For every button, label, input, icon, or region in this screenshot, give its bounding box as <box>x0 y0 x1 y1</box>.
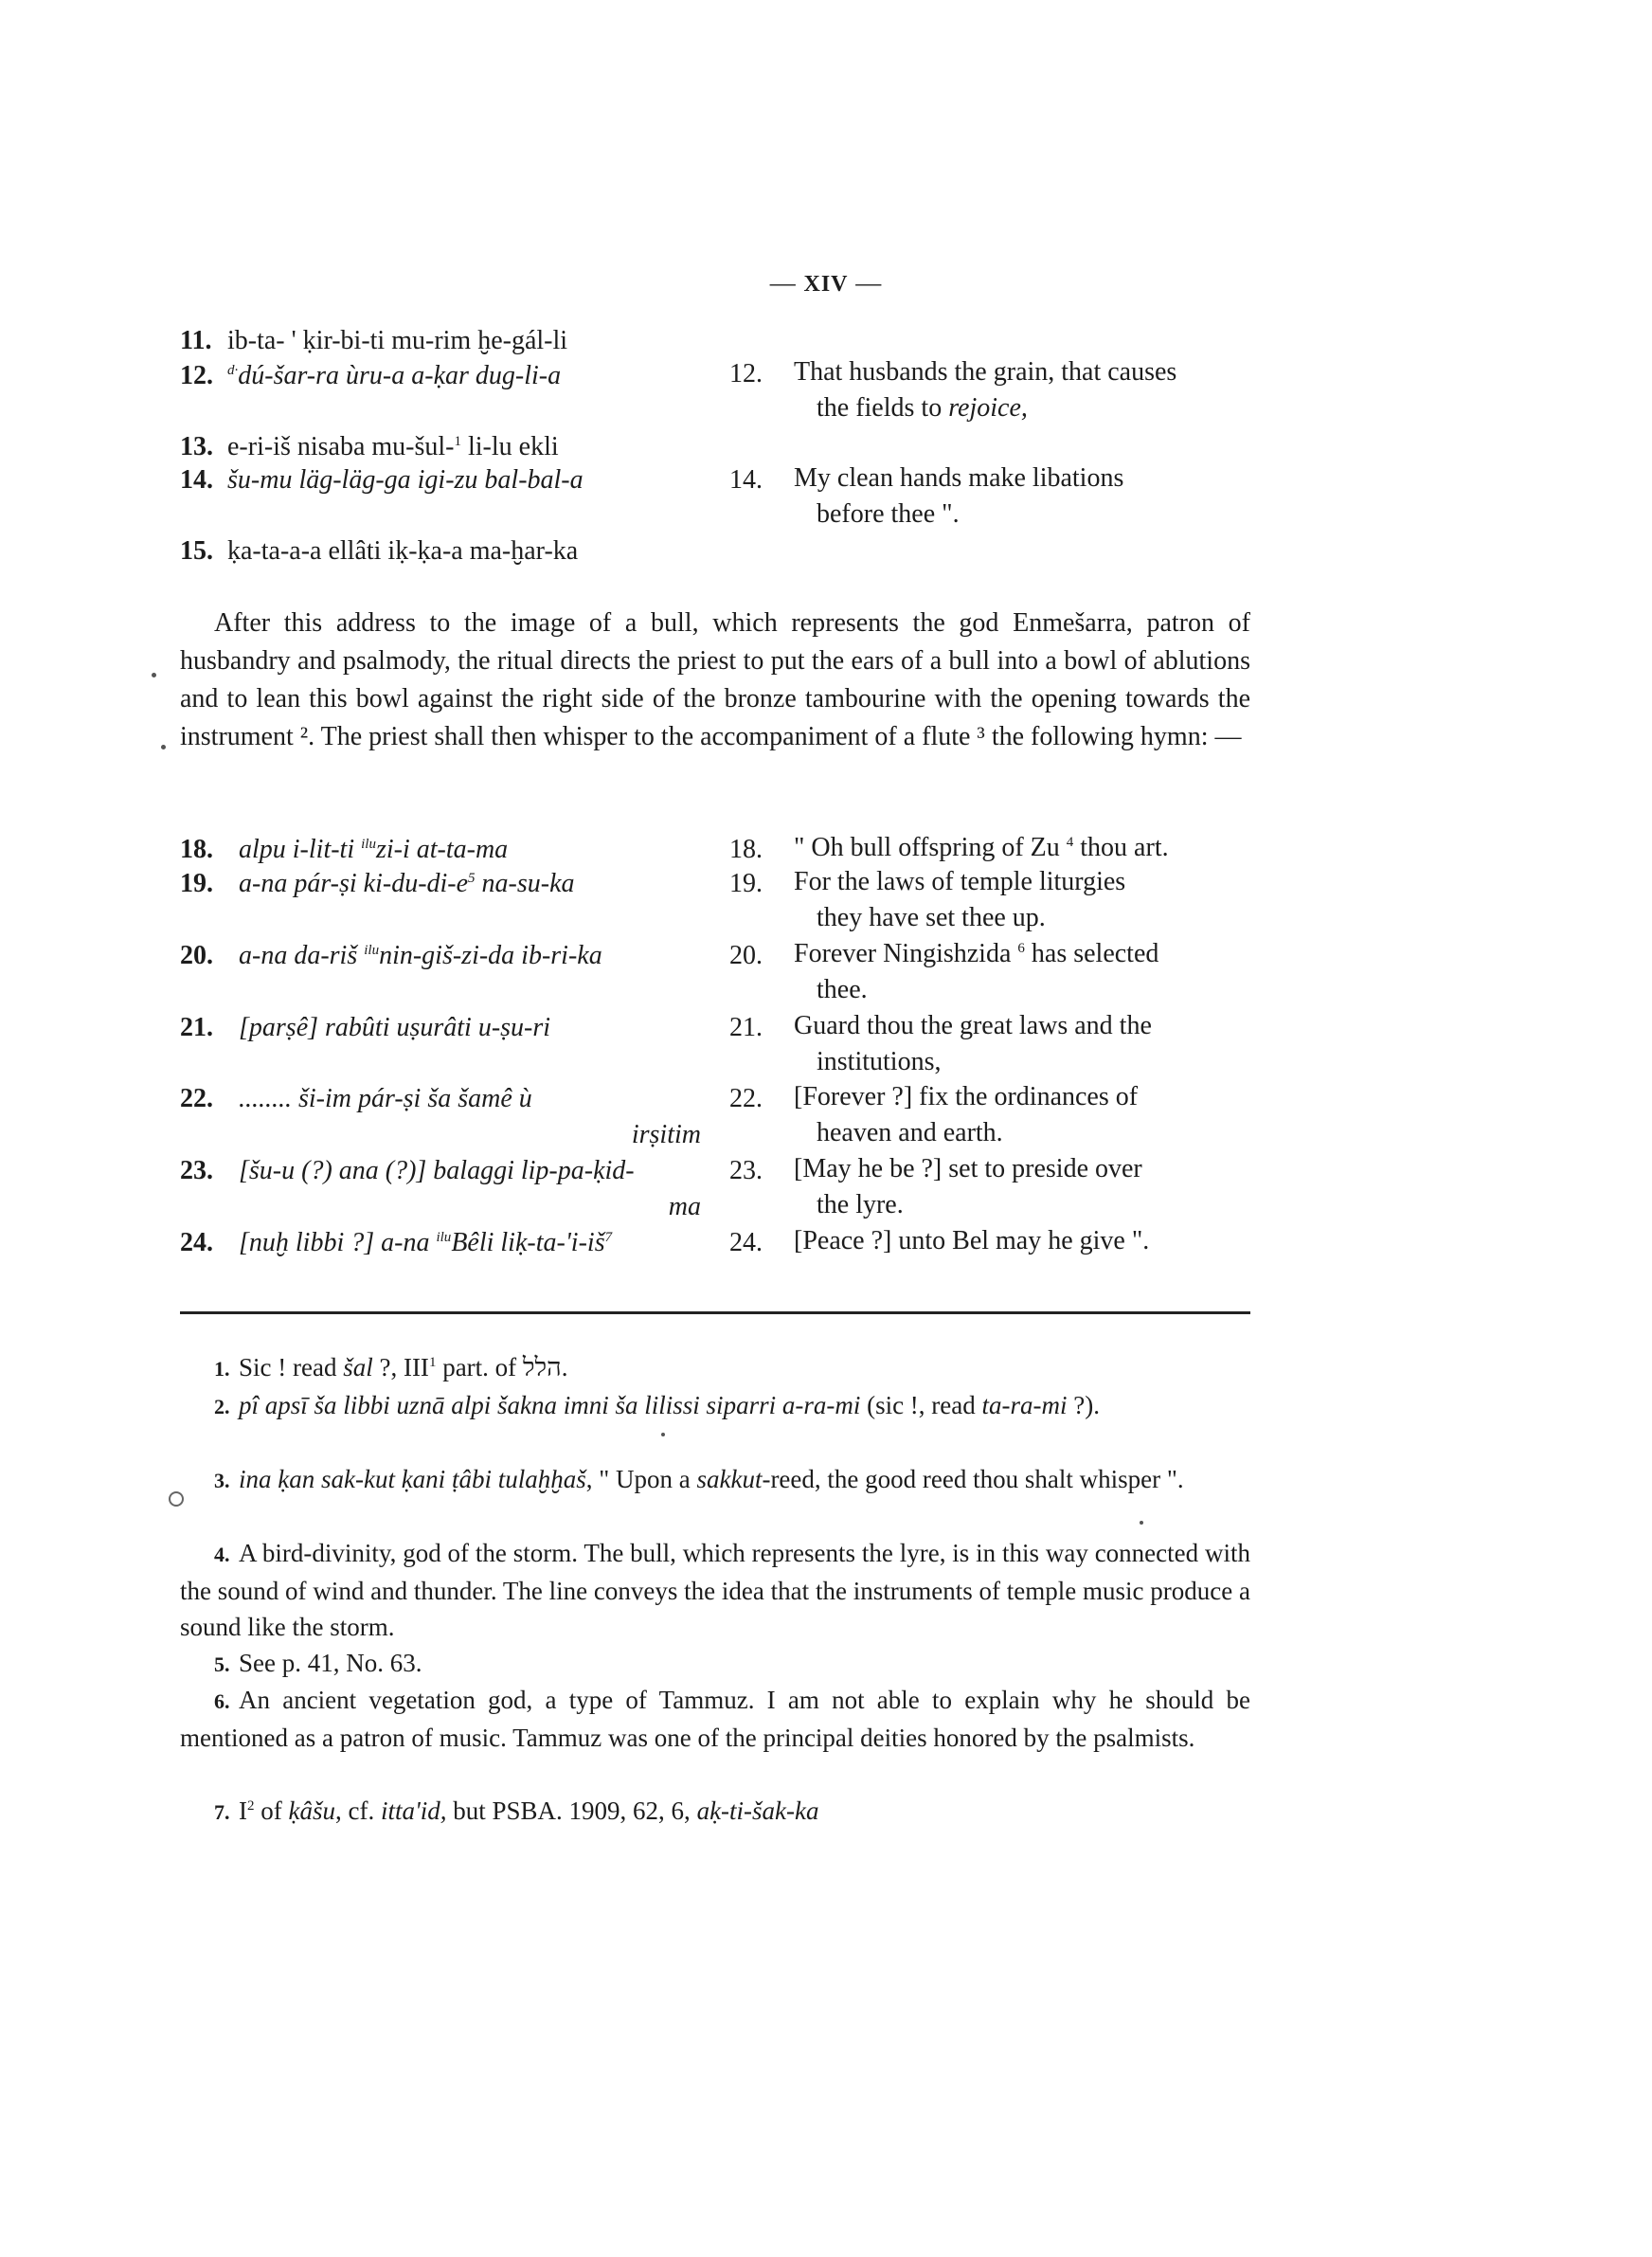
footnote-rule <box>180 1311 1250 1314</box>
translation-line: [May he be ?] set to preside over the lyre. <box>794 1154 1142 1219</box>
scan-mark <box>169 1491 184 1507</box>
transliteration-line-cont: ma <box>668 1192 701 1221</box>
transliteration-line: ........ ši-im pár-ṣi ša šamê ù <box>239 1084 532 1113</box>
line-number: 11. <box>180 326 212 355</box>
transliteration-line: [šu-u (?) ana (?)] balaggi lip-pa-ḳid- <box>239 1156 635 1185</box>
line-number: 24. <box>180 1228 213 1257</box>
line-number: 12. <box>180 361 213 390</box>
footnote: 4. A bird-divinity, god of the storm. The bull, which represents the lyre, is in this way connected with the sound of wind and thunder. The line conveys the idea that the instruments of temple music produce a sound like the storm. <box>180 1539 1250 1641</box>
line-number: 24. <box>729 1228 763 1257</box>
line-number: 21. <box>180 1013 213 1042</box>
line-number: 19. <box>729 869 763 898</box>
speck <box>661 1433 665 1436</box>
line-number: 22. <box>729 1084 763 1113</box>
translation-line: Forever Ningishzida $^6$ has selected thee. <box>794 939 1159 1004</box>
translation-line: My clean hands make libations before thee ". <box>794 463 1124 529</box>
transliteration-line: [nuḫ libbi ?] a-na $^{ilu}$Bêli liḳ-$ta-'i-iš^7$ <box>239 1228 613 1257</box>
transliteration-line: [parṣê] rabûti uṣurâti u-ṣu-ri <box>239 1013 551 1042</box>
transliteration-line: ib-ta- ' ḳir-bi-ti mu-rim ḫe-gál-li <box>227 326 568 355</box>
transliteration-line: šu-mu läg-läg-ga igi-zu bal-bal-a <box>227 465 584 495</box>
footnote: 6. An ancient vegetation god, a type of Tammuz. I am not able to explain why he should be mentioned as a patron of music. Tammuz was one of the principal deities honored by the psalmists. <box>180 1686 1250 1752</box>
line-number: 20. <box>180 941 213 970</box>
footnote: 7. $I^2$ of ḳâšu, cf. itta'id, but PSBA. 1909, 62, 6, aḳ-ti-šak-ka <box>214 1797 819 1825</box>
line-number: 15. <box>180 536 213 566</box>
line-number: 19. <box>180 869 213 898</box>
page-number: — XIV — <box>769 268 883 297</box>
line-number: 14. <box>729 465 763 495</box>
transliteration-line: ḳa-ta-a-a ellâti iḳ-ḳa-a ma-ḫar-ka <box>227 536 579 566</box>
line-number: 23. <box>729 1156 763 1185</box>
footnote: 3. ina ḳan sak-kut ḳani ṭâbi tulaḫḫaš, " Upon a sakkut-reed, the good reed thou shalt whisper ". <box>214 1465 1184 1493</box>
transliteration-line: alpu i-lit-ti $^{ilu}$zi-i at-ta-ma <box>239 835 509 864</box>
line-number: 21. <box>729 1013 763 1042</box>
line-number: 12. <box>729 359 763 388</box>
translation-line: [Forever ?] fix the ordinances of heaven and earth. <box>794 1082 1139 1147</box>
line-number: 22. <box>180 1084 213 1113</box>
transliteration-line: a-na da-riš $^{ilu}$nin-giš-zi-da ib-ri-ka <box>239 941 602 970</box>
translation-line: " Oh bull offspring of Zu $^4$ thou art. <box>794 833 1169 862</box>
translation-line: For the laws of temple liturgies they have set thee up. <box>794 867 1126 932</box>
translation-line: That husbands the grain, that causes the fields to rejoice, <box>794 357 1177 423</box>
line-number: 18. <box>180 835 213 864</box>
line-number: 14. <box>180 465 213 495</box>
speck <box>152 673 156 677</box>
line-number: 18. <box>729 835 763 864</box>
line-number: 23. <box>180 1156 213 1185</box>
footnote: 2. pî apsī ša libbi uznā alpi šakna imni ša lilissi siparri a-ra-mi (sic !, read ta-ra-mi ?). <box>214 1391 1100 1419</box>
translation-line: [Peace ?] unto Bel may he give ". <box>794 1226 1150 1255</box>
footnote: 5. See p. 41, No. 63. <box>214 1649 422 1677</box>
line-number: 13. <box>180 432 213 461</box>
transliteration-line-cont: irṣitim <box>631 1120 701 1149</box>
body-paragraph: After this address to the image of a bull, which represents the god Enmešarra, patron of husbandry and psalmody, the ritual directs the priest to put the ears of a bull into a bowl of ablutions and to lean this bowl against the right side of the bronze tambourine with the opening towards the instrument ². The priest shall then whisper to the accompaniment of a flute ³ the following hymn: — <box>180 608 1250 751</box>
line-number: 20. <box>729 941 763 970</box>
speck <box>1140 1521 1143 1525</box>
transliteration-line: e-ri-iš nisaba mu-šul-$^1$ li-lu ekli <box>227 432 559 461</box>
speck <box>161 745 166 749</box>
footnote: 1. Sic ! read šal ?, III$^1$ part. of הלל. <box>214 1353 568 1381</box>
transliteration-line: a-na pár-ṣi $ki-du-di-e^5$ na-su-ka <box>239 869 575 898</box>
transliteration-line: $^{d\cdot}$dú-šar-ra ùru-a a-ḳar dug-li-a <box>227 361 562 390</box>
translation-line: Guard thou the great laws and the institutions, <box>794 1011 1152 1076</box>
